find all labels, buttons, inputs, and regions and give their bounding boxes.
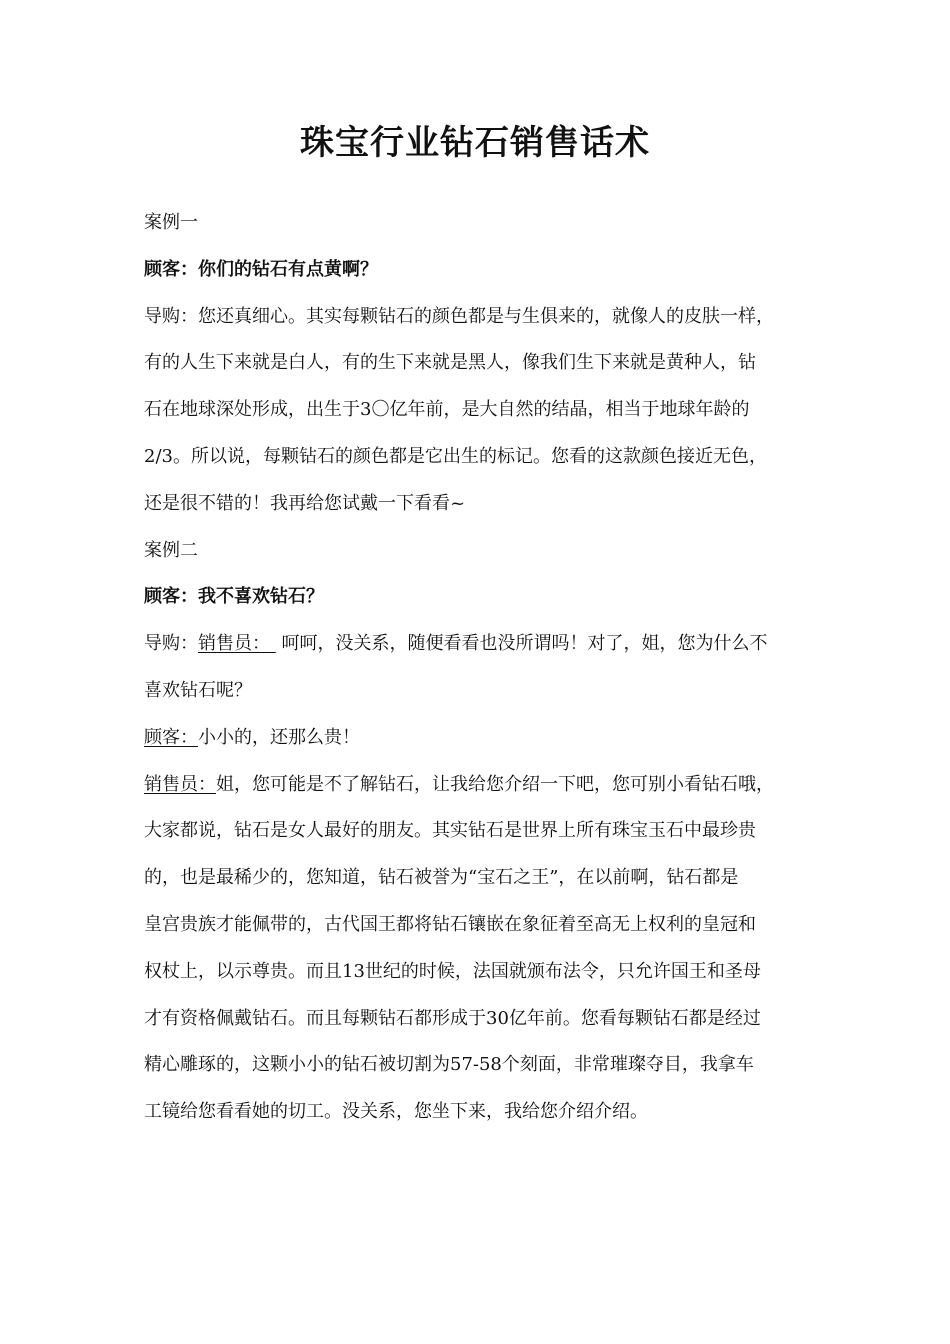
case2-sales-line: 的，也是最稀少的，您知道，钻石被誉为“宝石之王”，在以前啊，钻石都是 (144, 867, 739, 889)
guide-prefix: 导购： (144, 633, 198, 655)
case2-sales-line: 精心雕琢的，这颗小小的钻石被切割为57-58个刻面，非常璀璨夺目，我拿车 (144, 1054, 754, 1076)
case1-answer-line: 石在地球深处形成，出生于3〇亿年前，是大自然的结晶，相当于地球年龄的 (144, 399, 750, 421)
case1-label: 案例一 (144, 212, 198, 233)
case2-sales-line: 工镜给您看看她的切工。没关系，您坐下来，我给您介绍介绍。 (144, 1101, 648, 1123)
salesperson-speaker-label: 销售员： (198, 633, 276, 655)
sales-text: 姐，您可能是不了解钻石，让我给您介绍一下吧，您可别小看钻石哦， (216, 773, 774, 795)
case2-customer-question: 顾客：我不喜欢钻石？ (144, 586, 324, 608)
case1-answer-line: 有的人生下来就是白人，有的生下来就是黑人，像我们生下来就是黄种人，钻 (144, 352, 756, 374)
document-title: 珠宝行业钻石销售话术 (300, 123, 650, 163)
case1-customer-question: 顾客：你们的钻石有点黄啊？ (144, 258, 378, 280)
guide-text: 呵呵，没关系，随便看看也没所谓吗！对了，姐，您为什么不 (281, 633, 768, 655)
case2-sales-line: 才有资格佩戴钻石。而且每颗钻石都形成于30亿年前。您看每颗钻石都是经过 (144, 1007, 761, 1029)
salesperson-speaker-label: 销售员： (144, 773, 216, 795)
case2-label: 案例二 (144, 539, 198, 561)
case1-answer-line: 还是很不错的！我再给您试戴一下看看~ (144, 492, 466, 514)
customer-speaker-label: 顾客： (144, 726, 198, 748)
case2-customer-line (144, 715, 814, 762)
case2-guide-line-continued: 喜欢钻石呢？ (144, 679, 252, 701)
case2-sales-line (144, 762, 814, 809)
case1-answer-line: 导购：您还真细心。其实每颗钻石的颜色都是与生俱来的，就像人的皮肤一样， (144, 305, 774, 327)
case2-sales-line: 大家都说，钻石是女人最好的朋友。其实钻石是世界上所有珠宝玉石中最珍贵 (144, 820, 756, 842)
case1-answer-line: 2/3。所以说，每颗钻石的颜色都是它出生的标记。您看的这款颜色接近无色， (144, 445, 767, 467)
customer-text: 小小的，还那么贵！ (198, 726, 360, 748)
case2-sales-line: 权杖上，以示尊贵。而且13世纪的时候，法国就颁布法令，只允许国王和圣母 (144, 960, 761, 982)
case2-guide-line (144, 621, 814, 668)
document-body (144, 200, 814, 1136)
case2-sales-line: 皇宫贵族才能佩带的，古代国王都将钻石镶嵌在象征着至高无上权利的皇冠和 (144, 913, 756, 935)
